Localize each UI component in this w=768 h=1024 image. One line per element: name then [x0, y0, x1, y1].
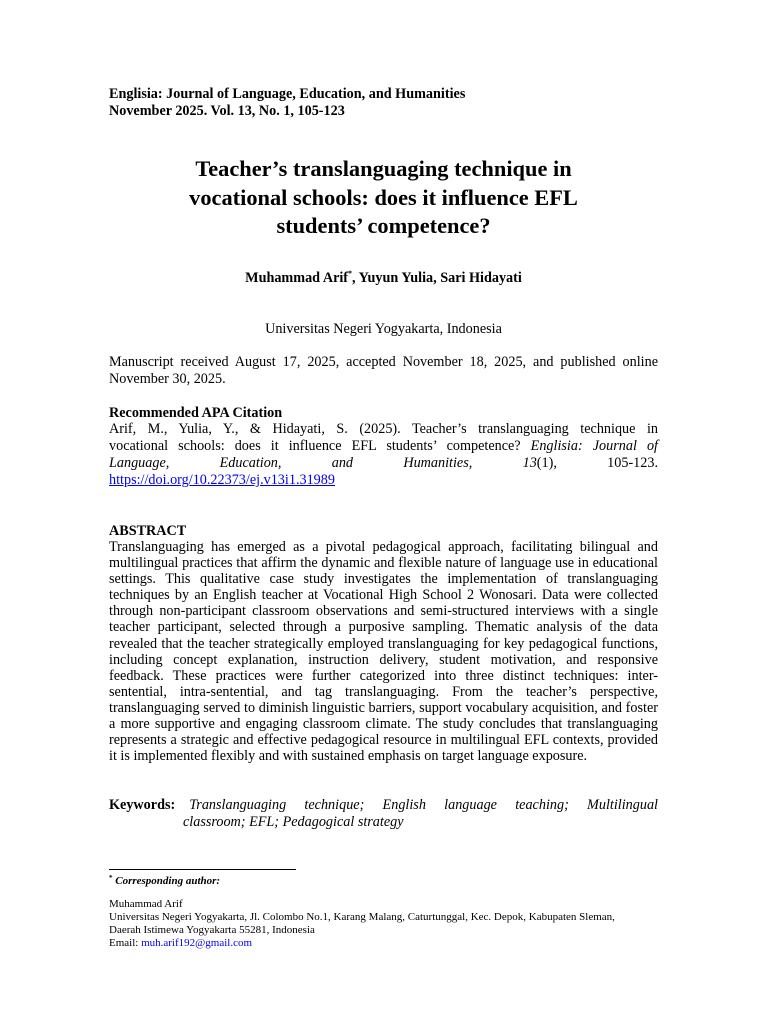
author-corresponding: Muhammad Arif	[245, 270, 349, 286]
article-title	[109, 155, 658, 241]
footnote	[109, 875, 658, 950]
title-line: Teacher’s translanguaging technique in	[195, 156, 572, 181]
citation-volume: 13	[522, 455, 537, 471]
author-list	[109, 270, 658, 287]
citation-line: vocational schools: does it influence EFL students’ competence? Englisia: Journal of	[109, 438, 658, 454]
citation-pages: (1), 105-123.	[536, 455, 658, 471]
footnote-spacer	[109, 888, 658, 898]
keywords-label: Keywords:	[109, 797, 176, 813]
keywords-line: classroom; EFL; Pedagogical strategy	[183, 814, 404, 830]
affiliation: Universitas Negeri Yogyakarta, Indonesia	[265, 321, 502, 337]
citation-line: Arif, M., Yulia, Y., & Hidayati, S. (2025). Teacher’s translanguaging technique in	[109, 421, 658, 437]
citation-journal: Englisia: Journal of	[530, 438, 658, 454]
journal-issue: November 2025. Vol. 13, No. 1, 105-123	[109, 103, 345, 119]
citation-journal-cont: Language, Education, and Humanities,	[109, 455, 523, 471]
footnote-divider	[109, 869, 296, 870]
footnote-heading: * Corresponding author:	[109, 874, 221, 887]
keywords	[109, 797, 658, 831]
title-line: students’ competence?	[276, 213, 491, 238]
title-line: vocational schools: does it influence EFL	[189, 184, 578, 210]
keywords-line: Translanguaging technique; English language teaching; Multilingual	[189, 797, 658, 813]
citation-doi-line	[109, 472, 658, 489]
footnote-address: Universitas Negeri Yogyakarta, Jl. Colombo No.1, Karang Malang, Caturtunggal, Kec. Depok, Kabupaten Sleman,	[109, 911, 615, 923]
email-link[interactable]: muh.arif192@gmail.com	[141, 937, 253, 949]
email-label: Email:	[109, 937, 142, 949]
keywords-row	[109, 797, 658, 814]
footnote-email-line	[109, 937, 658, 950]
citation-heading: Recommended APA Citation	[109, 405, 283, 421]
corresponding-mark: *	[348, 269, 353, 278]
doi-link[interactable]: https://doi.org/10.22373/ej.v13i1.31989	[109, 472, 335, 488]
journal-header	[109, 86, 465, 120]
abstract-text: Translanguaging has emerged as a pivotal pedagogical approach, facilitating bilingual and multilingual practices that affirm the dynamic and flexible nature of language use in educational settings. This qualitative case study investigates the implementation of translanguaging techniques by an English teacher at Vocational High School 2 Wonosari. Data were collected through non-participant classroom observations and semi-structured interviews with a single teacher participant, selected through a purposive sampling. Thematic analysis of the data revealed that the teacher strategically employed translanguaging for key pedagogical functions, including concept explanation, instruction delivery, student motivation, and responsive feedback. These practices were further categorized into three distinct techniques: inter-sentential, intra-sentential, and tag translanguaging. From the teacher’s perspective, translanguaging served to diminish linguistic barriers, support vocabulary acquisition, and foster a more supportive and engaging classroom climate. The study concludes that translanguaging represents a strategic and effective pedagogical resource in multilingual EFL contexts, provided it is implemented flexibly and with sustained emphasis on target language exposure.	[109, 539, 658, 765]
citation-line	[109, 455, 658, 472]
manuscript-dates: Manuscript received August 17, 2025, accepted November 18, 2025, and published online November 30, 2025.	[109, 354, 658, 387]
footnote-name: Muhammad Arif	[109, 898, 183, 910]
author-others: , Yuyun Yulia, Sari Hidayati	[352, 270, 522, 286]
abstract-heading: ABSTRACT	[109, 523, 187, 539]
footnote-address: Daerah Istimewa Yogyakarta 55281, Indonesia	[109, 924, 315, 936]
footnote-mark: *	[109, 874, 113, 882]
journal-name: Englisia: Journal of Language, Education, and Humanities	[109, 86, 466, 102]
citation-body	[109, 421, 658, 489]
